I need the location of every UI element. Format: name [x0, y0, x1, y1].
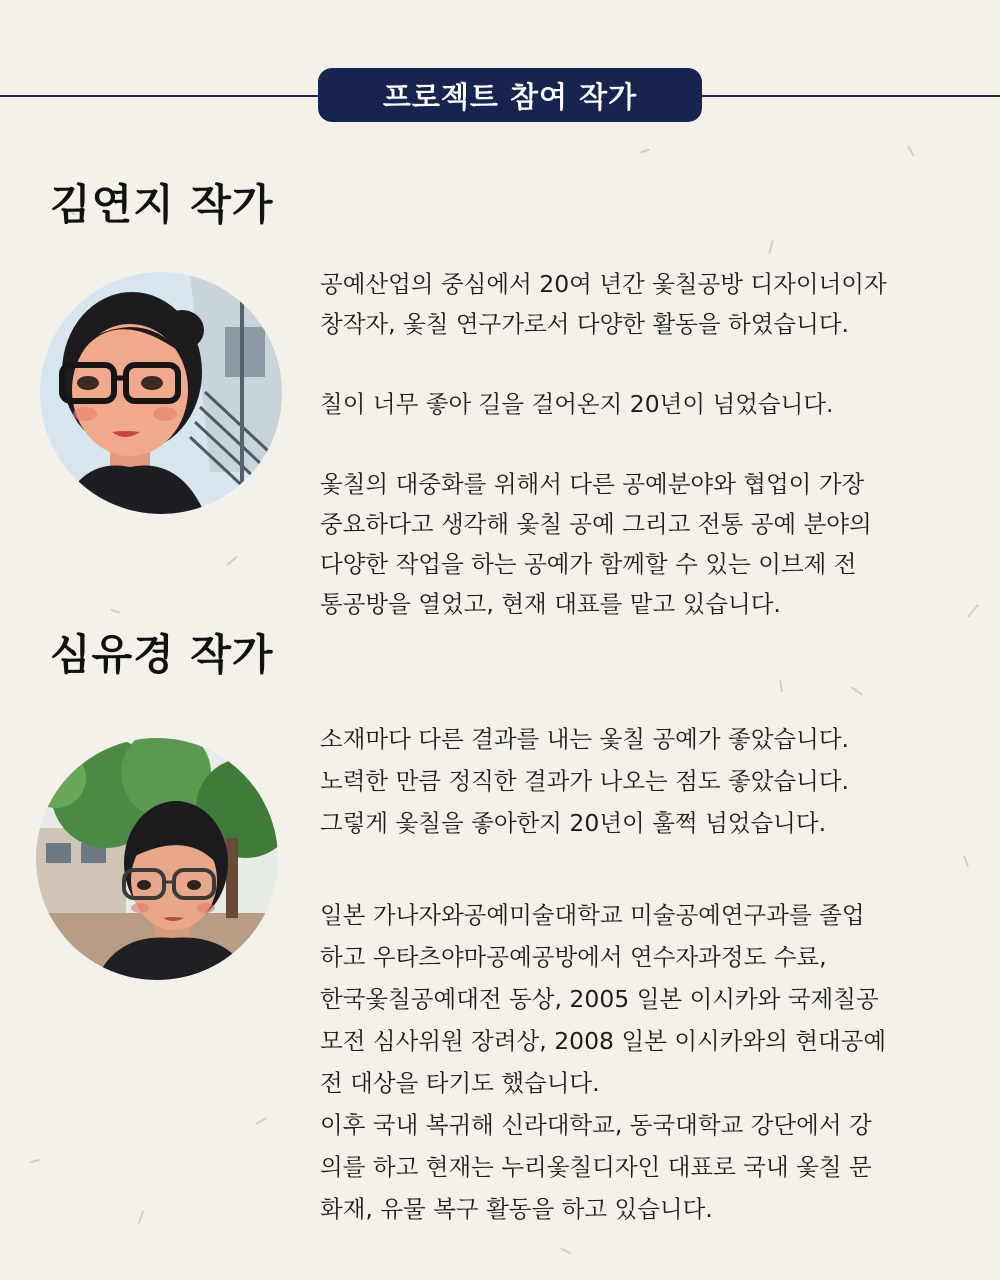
- bio-line: 소재마다 다른 결과를 내는 옻칠 공예가 좋았습니다.: [320, 725, 850, 753]
- artist-1-bio-paragraph: [320, 464, 970, 624]
- bio-line: 중요하다고 생각해 옻칠 공예 그리고 전통 공예 분야의: [320, 510, 872, 538]
- artist-2-bio-paragraph: [320, 894, 970, 1230]
- artist-1-name: 김연지 작가: [50, 180, 274, 229]
- bio-line: 옻칠의 대중화를 위해서 다른 공예분야와 협업이 가장: [320, 470, 865, 498]
- banner-title: 프로젝트 참여 작가: [382, 79, 638, 114]
- bio-line: 화재, 유물 복구 활동을 하고 있습니다.: [320, 1195, 713, 1223]
- bio-line: 그렇게 옻칠을 좋아한지 20년이 훌쩍 넘었습니다.: [320, 809, 827, 837]
- bio-line: 공예산업의 중심에서 20여 년간 옻칠공방 디자이너이자: [320, 270, 887, 298]
- artist-1-bio-paragraph: [320, 264, 970, 344]
- bio-line: 일본 가나자와공예미술대학교 미술공예연구과를 졸업: [320, 901, 865, 929]
- bio-line: 한국옻칠공예대전 동상, 2005 일본 이시카와 국제칠공: [320, 985, 879, 1013]
- artist-1-portrait: [40, 272, 282, 514]
- artist-2-bio-paragraph: [320, 718, 970, 844]
- artist-2-bio: [320, 718, 970, 1230]
- bio-line: 통공방을 열었고, 현재 대표를 맡고 있습니다.: [320, 590, 781, 618]
- bio-line: 모전 심사위원 장려상, 2008 일본 이시카와의 현대공예: [320, 1027, 887, 1055]
- illustrated-portrait-icon: [40, 272, 282, 514]
- bio-line: 전 대상을 타기도 했습니다.: [320, 1069, 600, 1097]
- bio-line: 이후 국내 복귀해 신라대학교, 동국대학교 강단에서 강: [320, 1111, 872, 1139]
- bio-line: 노력한 만큼 정직한 결과가 나오는 점도 좋았습니다.: [320, 767, 850, 795]
- bio-line: 창작자, 옻칠 연구가로서 다양한 활동을 하였습니다.: [320, 310, 850, 338]
- bio-line: 의를 하고 현재는 누리옻칠디자인 대표로 국내 옻칠 문: [320, 1153, 872, 1181]
- artist-1-bio: [320, 264, 970, 624]
- artist-2-portrait: [36, 738, 278, 980]
- bio-line: 다양한 작업을 하는 공예가 함께할 수 있는 이브제 전: [320, 550, 857, 578]
- bio-line: 하고 우타츠야마공예공방에서 연수자과정도 수료,: [320, 943, 827, 971]
- artist-2-name: 심유경 작가: [50, 630, 274, 679]
- section-banner: [318, 68, 702, 122]
- artist-1-bio-paragraph: [320, 384, 970, 424]
- illustrated-portrait-icon: [36, 738, 278, 980]
- bio-line: 칠이 너무 좋아 길을 걸어온지 20년이 넘었습니다.: [320, 390, 834, 418]
- header-rule-right: [690, 95, 1000, 97]
- header-rule-left: [0, 95, 330, 97]
